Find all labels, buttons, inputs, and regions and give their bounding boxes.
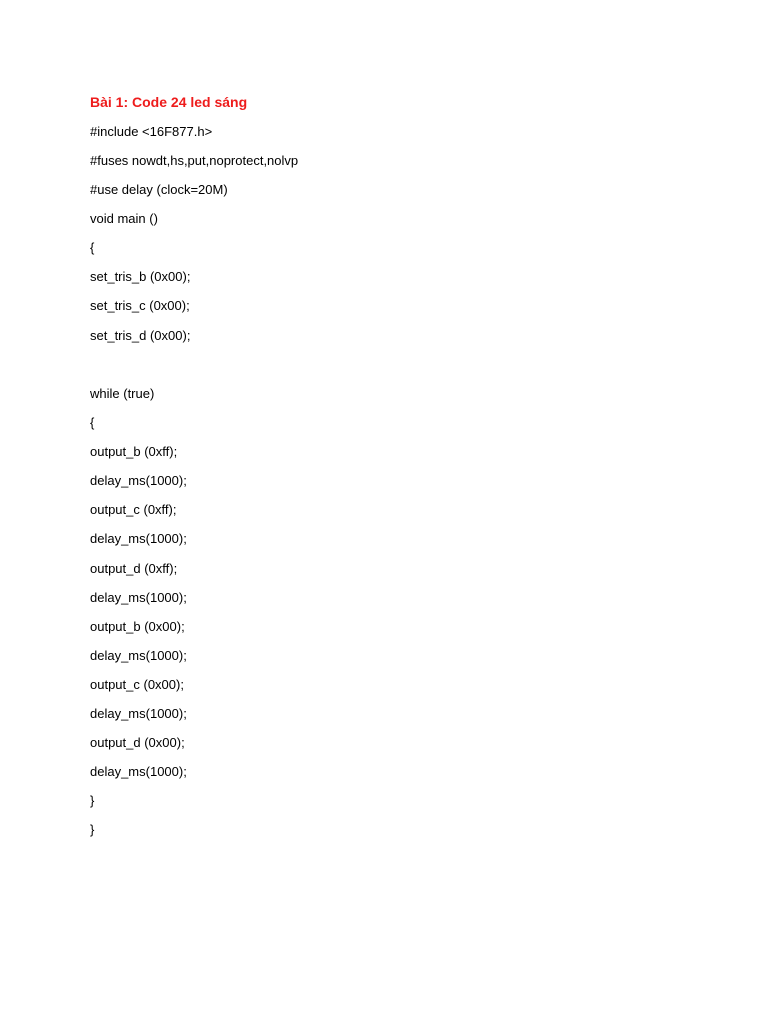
code-line: output_b (0x00); xyxy=(90,619,185,634)
code-line: delay_ms(1000); xyxy=(90,648,187,663)
code-line: set_tris_c (0x00); xyxy=(90,298,190,313)
code-line: delay_ms(1000); xyxy=(90,706,187,721)
code-line: output_b (0xff); xyxy=(90,444,178,459)
code-line: set_tris_b (0x00); xyxy=(90,269,191,284)
code-line: #include <16F877.h> xyxy=(90,124,213,139)
code-line: { xyxy=(90,415,95,430)
code-line: } xyxy=(90,793,95,808)
code-line: } xyxy=(90,822,95,837)
code-line: delay_ms(1000); xyxy=(90,473,187,488)
code-line: output_d (0xff); xyxy=(90,561,178,576)
code-line: { xyxy=(90,240,95,255)
code-line: output_d (0x00); xyxy=(90,735,185,750)
code-line: while (true) xyxy=(90,386,155,401)
code-line: output_c (0x00); xyxy=(90,677,184,692)
code-line: delay_ms(1000); xyxy=(90,590,187,605)
code-line: void main () xyxy=(90,211,158,226)
code-line: #use delay (clock=20M) xyxy=(90,182,228,197)
code-line: #fuses nowdt,hs,put,noprotect,nolvp xyxy=(90,153,299,168)
code-line: delay_ms(1000); xyxy=(90,531,187,546)
code-line: delay_ms(1000); xyxy=(90,764,187,779)
code-line: set_tris_d (0x00); xyxy=(90,328,191,343)
document-title: Bài 1: Code 24 led sáng xyxy=(90,94,248,110)
code-line: output_c (0xff); xyxy=(90,502,177,517)
